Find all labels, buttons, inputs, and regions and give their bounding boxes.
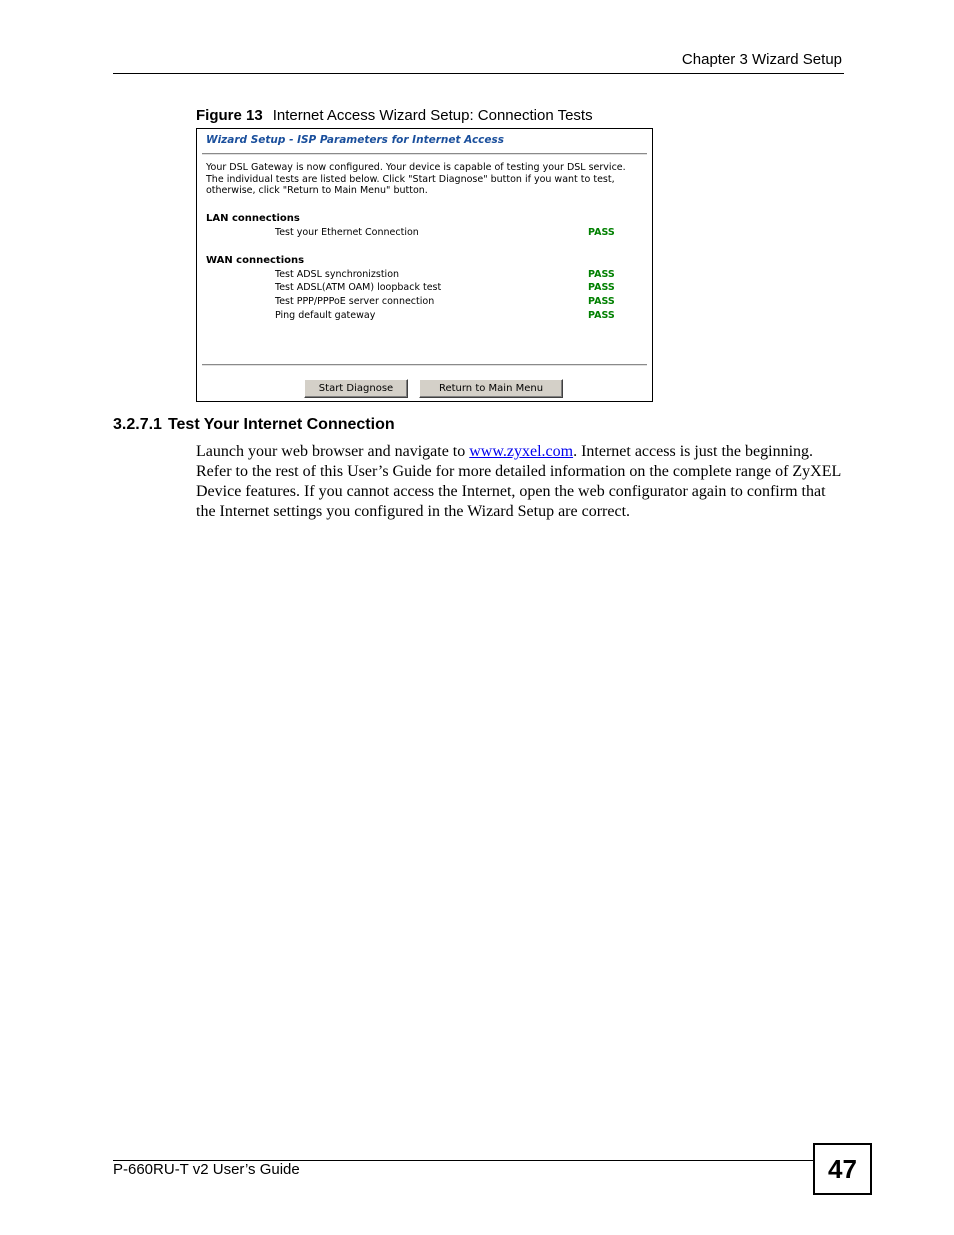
wan-connections-heading: WAN connections xyxy=(206,255,305,266)
section-heading xyxy=(113,416,395,434)
header-divider xyxy=(113,73,844,74)
guide-title-footer: P-660RU-T v2 User’s Guide xyxy=(113,1161,300,1178)
start-diagnose-button[interactable]: Start Diagnose xyxy=(304,379,408,398)
test-label-adsl-sync: Test ADSL synchronizstion xyxy=(275,269,400,280)
wizard-intro-text: Your DSL Gateway is now configured. Your device is capable of testing your DSL service. The individual tests are listed below. Click "Start Diagnose" button if you want to test, otherwise, click "Return to Main Menu" button. xyxy=(206,162,626,196)
wizard-top-divider xyxy=(202,153,647,155)
body-paragraph xyxy=(196,442,846,522)
section-number: 3.2.7.1 xyxy=(113,416,162,433)
test-label-pppoe: Test PPP/PPPoE server connection xyxy=(275,296,435,307)
figure-number: Figure 13 xyxy=(196,107,263,124)
test-label-atm-oam: Test ADSL(ATM OAM) loopback test xyxy=(275,282,442,293)
body-text-before-link: Launch your web browser and navigate to xyxy=(196,443,470,460)
figure-caption xyxy=(196,107,593,124)
wizard-title: Wizard Setup - ISP Parameters for Internet Access xyxy=(206,134,505,146)
chapter-header: Chapter 3 Wizard Setup xyxy=(681,51,842,68)
zyxel-website-link[interactable]: www.zyxel.com xyxy=(469,443,574,460)
page-number: 47 xyxy=(828,1153,857,1184)
test-status-pppoe: PASS xyxy=(588,296,615,307)
test-status-ping-gateway: PASS xyxy=(588,310,615,321)
body-text-after-link: . Internet access is just the beginning. Refer to the rest of this User’s Guide for more detailed information on the complete range of ZyXEL Device features. If you cannot access the Internet, open the web configurator again to confirm that the Internet settings you configured in the Wizard Setup are correct. xyxy=(196,443,841,520)
test-status-adsl-sync: PASS xyxy=(588,269,615,280)
wizard-bottom-divider xyxy=(202,364,647,366)
wizard-screenshot xyxy=(196,128,653,402)
test-status-ethernet: PASS xyxy=(588,227,615,238)
page-number-box xyxy=(813,1143,872,1195)
section-title: Test Your Internet Connection xyxy=(167,416,395,433)
figure-title: Internet Access Wizard Setup: Connection Tests xyxy=(272,107,593,124)
lan-connections-heading: LAN connections xyxy=(206,213,300,224)
return-to-main-menu-button[interactable]: Return to Main Menu xyxy=(419,379,563,398)
test-label-ping-gateway: Ping default gateway xyxy=(275,310,376,321)
test-label-ethernet: Test your Ethernet Connection xyxy=(275,227,419,238)
test-status-atm-oam: PASS xyxy=(588,282,615,293)
